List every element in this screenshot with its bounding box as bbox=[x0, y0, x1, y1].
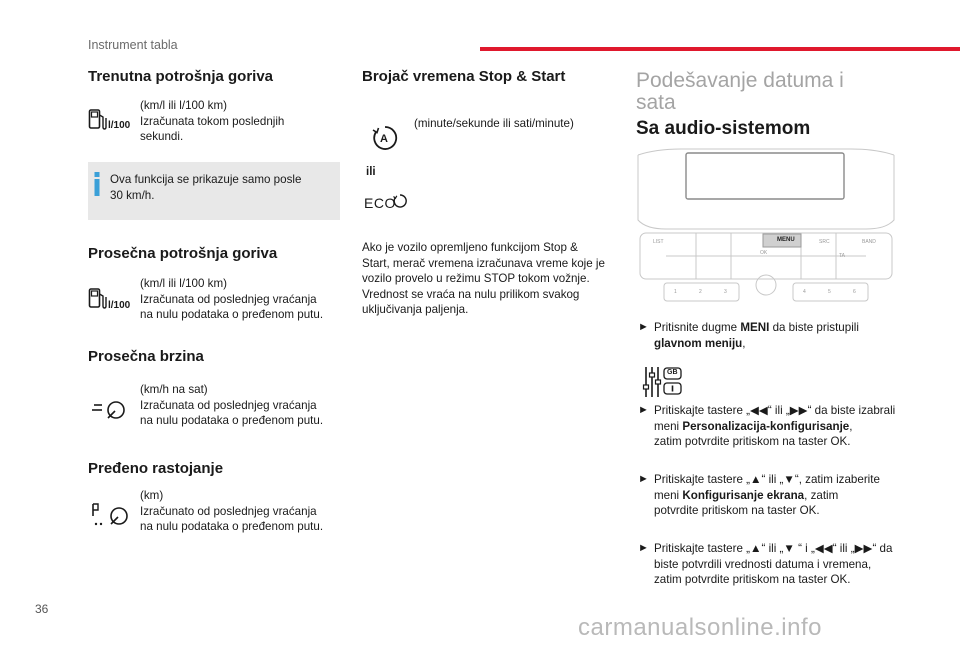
stop-start-icon-letter: A bbox=[380, 133, 388, 145]
average-consumption-title: Prosečna potrošnja goriva bbox=[88, 245, 278, 262]
stop-start-title: Brojač vremena Stop & Start bbox=[362, 68, 566, 85]
speed-text-1: (km/h na sat) bbox=[140, 383, 208, 396]
step-2-line-2 bbox=[654, 419, 852, 435]
arrow-up-icon: ▲ bbox=[750, 473, 762, 486]
eco-label: ECO bbox=[364, 195, 396, 211]
average-text-2: Izračunata od poslednjeg vraćanja bbox=[140, 292, 317, 306]
instant-consumption-title: Trenutna potrošnja goriva bbox=[88, 68, 274, 85]
settings-sliders-icon bbox=[642, 365, 684, 399]
arrow-down-icon: ▼ bbox=[783, 542, 795, 555]
stop-start-para-4: Vrednost se vraća na nulu prilikom svakog bbox=[362, 287, 580, 301]
step-1-text-cont: da biste pristupili bbox=[769, 321, 859, 334]
step-4-or: “ ili „ bbox=[761, 542, 784, 555]
date-time-title-line-1: Podešavanje datuma i bbox=[636, 69, 844, 92]
bullet-marker: ► bbox=[638, 404, 649, 416]
rewind-icon: ◀◀ bbox=[814, 542, 833, 555]
or-label: ili bbox=[366, 166, 376, 178]
arrow-down-icon: ▼ bbox=[783, 473, 795, 486]
step-3-line-2 bbox=[654, 488, 838, 504]
step-4-text-cont: “ da bbox=[872, 542, 893, 555]
step-2-line-3: zatim potvrdite pritiskom na taster OK. bbox=[654, 435, 851, 448]
menu-button[interactable]: MENU bbox=[777, 237, 795, 243]
stop-start-para-5: uključivanja paljenja. bbox=[362, 303, 469, 316]
eco-timer-icon bbox=[392, 193, 408, 209]
watermark: carmanualsonline.info bbox=[578, 614, 822, 641]
preset-6-button[interactable]: 6 bbox=[853, 289, 856, 295]
forward-icon: ▶▶ bbox=[854, 542, 873, 555]
instant-text-3: sekundi. bbox=[140, 130, 184, 143]
preset-2-button[interactable]: 2 bbox=[699, 289, 702, 295]
bullet-marker: ► bbox=[638, 542, 649, 554]
src-button[interactable]: SRC bbox=[819, 239, 830, 245]
distance-text-1: (km) bbox=[140, 489, 164, 502]
rewind-icon: ◀◀ bbox=[750, 404, 768, 417]
page-number: 36 bbox=[35, 602, 49, 616]
step-1-menu-keyword: MENI bbox=[740, 321, 770, 334]
distance-text-3: na nulu podataka o pređenom putu. bbox=[140, 520, 324, 533]
step-3-menu: meni bbox=[654, 488, 683, 502]
date-time-title bbox=[636, 70, 896, 114]
step-3-text: Pritiskajte tastere „ bbox=[654, 473, 750, 486]
step-4-line-2: biste potvrdili vrednosti datuma i vremena, bbox=[654, 557, 872, 571]
preset-5-button[interactable]: 5 bbox=[828, 289, 831, 295]
step-4-and: “ i „ bbox=[794, 542, 815, 555]
step-2-comma: , bbox=[849, 419, 853, 433]
header-accent-bar bbox=[480, 47, 960, 51]
bullet-marker: ► bbox=[638, 473, 649, 485]
language-gb-label: GB bbox=[667, 369, 678, 376]
ok-button[interactable]: OK bbox=[760, 250, 768, 256]
step-2-personalization-keyword: Personalizacija-konfigurisanje bbox=[682, 419, 850, 433]
average-icon-label: l/100 bbox=[108, 300, 131, 311]
bullet-marker: ► bbox=[638, 321, 649, 333]
section-label: Instrument tabla bbox=[88, 38, 178, 52]
average-speed-title: Prosečna brzina bbox=[88, 348, 204, 365]
step-3-display-config-keyword: Konfigurisanje ekrana bbox=[682, 488, 805, 502]
speed-text-2: Izračunata od poslednjeg vraćanja bbox=[140, 398, 317, 412]
info-note-box bbox=[88, 162, 340, 220]
step-3-line-3: potvrdite pritiskom na taster OK. bbox=[654, 504, 820, 517]
stop-start-para-1: Ako je vozilo opremljeno funkcijom Stop & bbox=[362, 241, 578, 254]
speedometer-icon bbox=[92, 396, 132, 422]
step-1-line-1 bbox=[654, 320, 859, 336]
ta-button[interactable]: TA bbox=[839, 253, 846, 259]
info-line-2: 30 km/h. bbox=[110, 188, 155, 202]
preset-4-button[interactable]: 4 bbox=[803, 289, 806, 295]
distance-title: Pređeno rastojanje bbox=[88, 460, 224, 477]
preset-1-button[interactable]: 1 bbox=[674, 289, 677, 295]
step-1-line-2 bbox=[654, 336, 746, 352]
audio-system-subtitle: Sa audio-sistemom bbox=[636, 118, 811, 139]
step-1-main-menu-keyword: glavnom meniju bbox=[654, 336, 743, 350]
step-2-text-cont: “ da biste izabrali bbox=[807, 404, 896, 417]
step-4-line-1 bbox=[654, 541, 892, 557]
instant-text-2: Izračunata tokom poslednjih bbox=[140, 114, 285, 128]
average-text-3: na nulu podataka o pređenom putu. bbox=[140, 308, 324, 321]
distance-text-2: Izračunato od poslednjeg vraćanja bbox=[140, 504, 317, 518]
stop-start-para-2: Start, merač vremena izračunava vreme koje je bbox=[362, 256, 605, 270]
step-2-menu: meni bbox=[654, 419, 683, 433]
step-4-text: Pritiskajte tastere „ bbox=[654, 542, 750, 555]
step-1-comma: , bbox=[742, 336, 746, 350]
step-3-line-1 bbox=[654, 472, 880, 488]
step-2-or: “ ili „ bbox=[767, 404, 790, 417]
step-2-line-1 bbox=[654, 403, 895, 419]
stop-start-units: (minute/sekunde ili sati/minute) bbox=[414, 117, 574, 130]
step-1-text: Pritisnite dugme bbox=[654, 321, 741, 334]
step-2-text: Pritiskajte tastere „ bbox=[654, 404, 750, 417]
list-button[interactable]: LIST bbox=[653, 239, 664, 245]
stop-start-para-3: vozilo provelo u režimu STOP tokom vožnje. bbox=[362, 272, 590, 285]
instant-text-1: (km/l ili l/100 km) bbox=[140, 99, 227, 112]
preset-3-button[interactable]: 3 bbox=[724, 289, 727, 295]
step-4-or-2: “ ili „ bbox=[832, 542, 855, 555]
date-time-title-line-2: sata bbox=[636, 91, 676, 114]
step-3-or: “ ili „ bbox=[761, 473, 784, 486]
forward-icon: ▶▶ bbox=[789, 404, 808, 417]
speed-text-3: na nulu podataka o pređenom putu. bbox=[140, 414, 324, 427]
info-icon bbox=[94, 172, 99, 196]
distance-pin-icon bbox=[90, 500, 134, 528]
step-4-line-3: zatim potvrdite pritiskom na taster OK. bbox=[654, 573, 851, 586]
step-3-text-cont: “, zatim izaberite bbox=[794, 473, 880, 486]
instant-icon-label: l/100 bbox=[108, 120, 131, 131]
info-line-1: Ova funkcija se prikazuje samo posle bbox=[110, 173, 302, 186]
band-button[interactable]: BAND bbox=[862, 239, 876, 245]
average-text-1: (km/l ili l/100 km) bbox=[140, 277, 227, 290]
step-3-then: , zatim bbox=[804, 488, 839, 502]
arrow-up-icon: ▲ bbox=[750, 542, 762, 555]
